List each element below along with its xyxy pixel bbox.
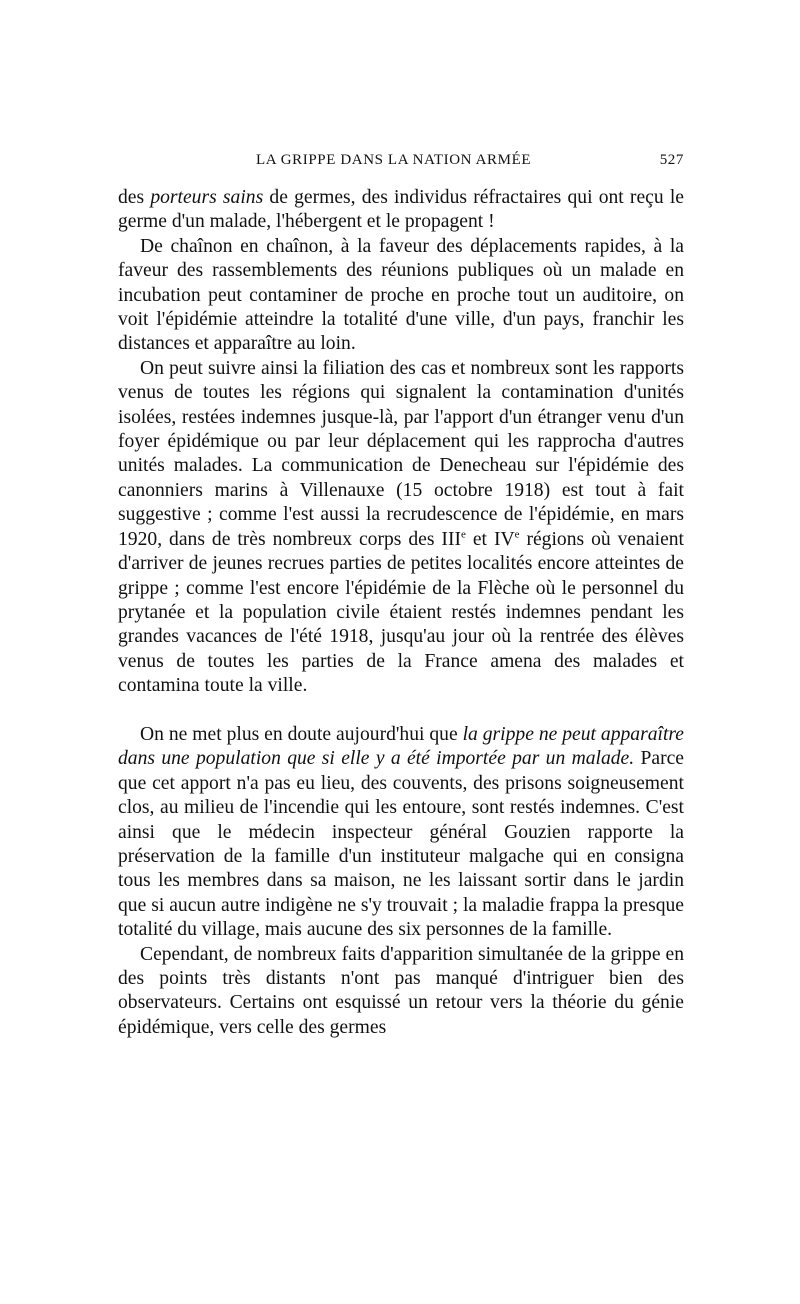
text-run: De chaînon en chaînon, à la faveur des déplacements rapides, à la faveur des rassemblements des réunions publiques où un malade en incubation peut contaminer de proche en proche tout un auditoire, on voit l'épidémie atteindre la totalité d'une ville, d'un pays, franchir les distances et apparaître au loin. bbox=[118, 235, 684, 355]
paragraph bbox=[118, 357, 684, 699]
paragraph bbox=[118, 723, 684, 943]
text-run: de germes, des individus réfractaires qui ont reçu le germe d'un malade, l'hébergent et le propagent ! bbox=[118, 187, 684, 233]
text-run: des bbox=[118, 187, 151, 208]
paragraph bbox=[118, 235, 684, 357]
italic-text: la grippe ne peut apparaître dans une population que si elle y a été importée par un malade. bbox=[118, 723, 684, 770]
italic-text: porteurs sains bbox=[150, 187, 264, 208]
superscript: e bbox=[461, 528, 466, 541]
paragraph bbox=[118, 186, 684, 235]
body-text bbox=[118, 186, 684, 1040]
text-run: Cependant, de nombreux faits d'apparition simultanée de la grippe en des points très distants n'ont pas manqué d'intriguer bien des observateurs. Certains ont esquissé un retour vers la théorie du génie épidémique, vers celle des germes bbox=[118, 943, 684, 1038]
page-number: 527 bbox=[659, 152, 684, 168]
running-title: LA GRIPPE DANS LA NATION ARMÉE bbox=[256, 152, 532, 168]
superscript: e bbox=[514, 528, 520, 541]
text-run: régions où venaient d'arriver de jeunes recrues parties de petites localités encore atteintes de grippe ; comme l'est encore l'épidémie de la Flèche où le personnel du prytanée et la population civile étaient restés indemnes pendant les grandes vacances de l'été 1918, jusqu'au jour où la rentrée des élèves venus de toutes les parties de la France amena des malades et contamina toute la ville. bbox=[118, 528, 685, 697]
paragraph bbox=[118, 943, 684, 1041]
text-run: On ne met plus en doute aujourd'hui que bbox=[140, 723, 463, 745]
text-run: et IV bbox=[465, 528, 515, 550]
text-run: On peut suivre ainsi la filiation des cas et nombreux sont les rapports venus de toutes les régions qui signalent la contamination d'unités isolées, restées indemnes jusque-là, par l'apport d'un étranger venu d'un foyer épidémique ou par leur déplacement qui les rapprocha d'autres unités malades. La communication de Denecheau sur l'épidémie des canonniers marins à Villenauxe (15 octobre 1918) est tout à fait suggestive ; comme l'est aussi la recrudescence de l'épidémie, en mars 1920, dans de très nombreux corps des III bbox=[118, 357, 684, 550]
text-run: Parce que cet apport n'a pas eu lieu, des couvents, des prisons soigneusement clos, au milieu de l'incendie qui les entoure, sont restés indemnes. C'est ainsi que le médecin inspecteur général Gouzien rapporte la préservation de la famille d'un instituteur malgache qui en consigna tous les membres dans sa maison, ne les laissant sortir dans le jardin que si aucun autre indigène ne s'y trouvait ; la maladie frappa la presque totalité du village, mais aucune des six personnes de la famille. bbox=[118, 748, 684, 941]
